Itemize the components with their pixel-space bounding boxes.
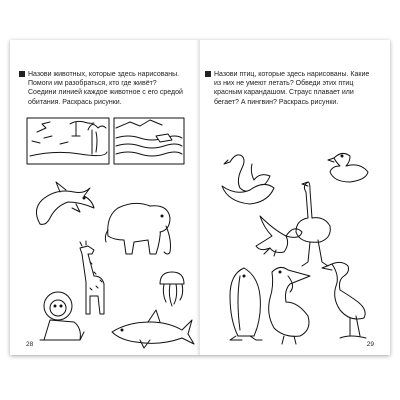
penguin-drawing — [230, 268, 262, 340]
swan-drawing — [222, 155, 274, 204]
pelican-drawing — [269, 267, 310, 344]
elephant-drawing — [105, 203, 170, 254]
lion-drawing — [40, 292, 84, 340]
right-page — [200, 40, 390, 355]
left-page — [10, 40, 201, 355]
sea-scene-picture — [114, 118, 184, 164]
left-page-number: 28 — [26, 341, 34, 348]
left-page-illustrations — [10, 40, 200, 355]
ostrich-drawing — [296, 182, 330, 266]
dolphin-drawing — [36, 182, 94, 224]
workbook-spread — [10, 40, 390, 355]
jellyfish-drawing — [160, 272, 184, 306]
left-task-text: Назови животных, которые здесь нарисованы. Помоги им разобраться, кто где живёт? Соедини линией каждое животное с его средой обитания. Раскрась рисунки. — [28, 71, 183, 106]
right-page-illustrations — [200, 40, 390, 355]
duck-drawing — [328, 153, 368, 182]
savanna-scene-picture — [27, 118, 109, 164]
giraffe-drawing — [80, 241, 104, 314]
right-task-text: Назови птиц, которые здесь нарисованы. Какие из них не умеют летать? Обведи этих птиц красным карандашом. Страус плавает или бегает? А пингвин? Раскрась рисунки. — [214, 71, 370, 106]
right-page-number: 29 — [366, 341, 374, 348]
shark-drawing — [112, 310, 194, 348]
eagle-drawing — [256, 216, 302, 256]
heron-drawing — [322, 262, 366, 338]
